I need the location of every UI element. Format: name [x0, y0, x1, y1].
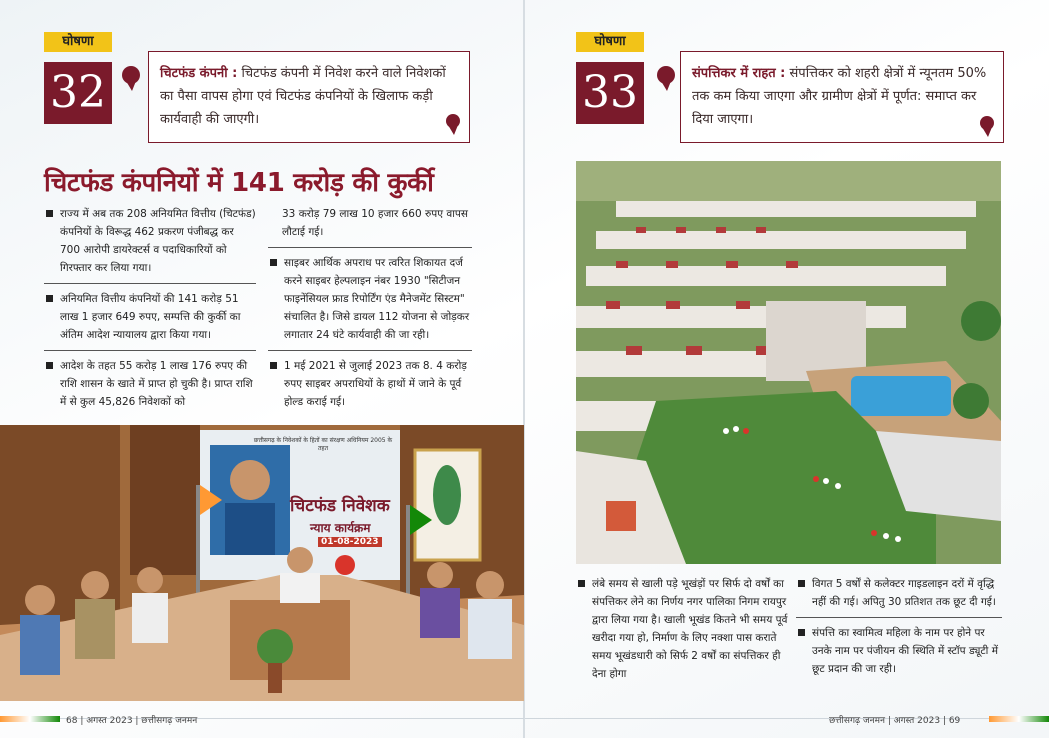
announcement-body: चिटफंड कंपनी में निवेश करने वाले निवेशकों का पैसा वापस होगा एवं चिटफंड कंपनियों के खिलाफ कड़ी कार्यवाही की जाएगी। [160, 66, 446, 127]
meeting-photo [0, 425, 524, 701]
list-item: अनियमित वित्तीय कंपनियों की 141 करोड़ 51 लाख 1 हजार 649 रुपए, सम्पत्ति की कुर्की का अंतिम आदेश न्यायालय द्वारा किया गया। [44, 290, 256, 351]
right-column-1 [576, 575, 788, 695]
announcement-title: चिटफंड कंपनी : [160, 66, 238, 81]
right-page [525, 0, 1049, 738]
list-item: विगत 5 वर्षों से कलेक्टर गाइडलाइन दरों में वृद्धि नहीं की गई। अपितु 30 प्रतिशत तक छूट दी गई। [796, 575, 1002, 618]
quote-open-icon [653, 66, 679, 92]
right-column-2 [796, 575, 1002, 690]
list-item-continued: 33 करोड़ 79 लाख 10 हजार 660 रुपए वापस लौटाई गई। [268, 205, 472, 248]
announcement-text [692, 62, 992, 131]
list-item: राज्य में अब तक 208 अनियमित वित्तीय (चिटफंड) कंपनियों के विरूद्ध 462 प्रकरण पंजीबद्ध कर 700 आरोपी डायरेक्टर्स व पदाधिकारियों को गिरफ्तार कर लिया गया। [44, 205, 256, 284]
bullet-icon [46, 362, 53, 369]
announcement-number: 32 [44, 62, 112, 124]
page-footer-text: छत्तीसगढ़ जनमन | अगस्त 2023 | 69 [829, 716, 961, 726]
announcement-tag: घोषणा [576, 32, 644, 52]
quote-close-icon [446, 114, 472, 140]
announcement-title: संपत्तिकर में राहत : [692, 66, 786, 81]
bullet-icon [798, 580, 805, 587]
banner-title: चिटफंड निवेशक [290, 496, 390, 516]
right-footer [525, 704, 1049, 734]
announcement-number: 33 [576, 62, 644, 124]
list-item: 1 मई 2021 से जुलाई 2023 तक 8. 4 करोड़ रुपए साइबर अपराधियों के हाथों में जाने के पूर्व होल्ड कराई गई। [268, 357, 472, 417]
meeting-illustration [0, 425, 524, 701]
announcement-text [160, 62, 460, 131]
flag-stripe [989, 716, 1049, 722]
bullet-icon [46, 210, 53, 217]
left-column-1 [44, 205, 256, 423]
headline: चिटफंड कंपनियों में 141 करोड़ की कुर्की [44, 168, 434, 198]
left-footer [0, 704, 524, 734]
footer-rule [525, 718, 1049, 719]
township-illustration [576, 161, 1001, 564]
list-item: आदेश के तहत 55 करोड़ 1 लाख 176 रुपए की राशि शासन के खाते में प्राप्त हो चुकी है। प्राप्त राशि में से कुल 45,826 निवेशकों को [44, 357, 256, 417]
announcement-body: संपत्तिकर को शहरी क्षेत्रों में न्यूनतम 50% तक कम किया जाएगा और ग्रामीण क्षेत्रों में पूर्णत: समाप्त कर दिया जाएगा। [692, 66, 987, 127]
left-column-2 [268, 205, 472, 423]
page-footer-text: 68 | अगस्त 2023 | छत्तीसगढ़ जनमन [66, 716, 198, 726]
announcement-tag: घोषणा [44, 32, 112, 52]
bullet-icon [270, 362, 277, 369]
quote-open-icon [118, 66, 144, 92]
flag-stripe [0, 716, 60, 722]
quote-close-icon [980, 116, 1006, 142]
list-item: संपत्ति का स्वामित्व महिला के नाम पर होने पर उनके नाम पर पंजीयन की स्थिति में स्टॉप ड्यूटी में छूट प्रदान की जा रही। [796, 624, 1002, 684]
list-item: साइबर आर्थिक अपराध पर त्वरित शिकायत दर्ज करने साइबर हेल्पलाइन नंबर 1930 "सिटीजन फाइनेंसियल फ्राड रिपोर्टिंग एंड मैनेजमेंट सिस्टम" संचालित है। जिसे डायल 112 योजना से जोड़कर लगातार 24 घंटे कार्यवाही की जा रही। [268, 254, 472, 351]
bullet-icon [270, 259, 277, 266]
township-aerial-photo [576, 161, 1001, 564]
bullet-icon [578, 580, 585, 587]
left-page [0, 0, 524, 738]
banner-date: 01-08-2023 [318, 537, 382, 547]
banner-subtitle: न्याय कार्यक्रम [310, 521, 371, 535]
bullet-icon [798, 629, 805, 636]
list-item: लंबे समय से खाली पड़े भूखंड़ों पर सिर्फ दो वर्षों का संपत्तिकर लेने का निर्णय नगर पालिका निगम रायपुर द्वारा लिया गया है। खाली भूखंड कितने भी समय पूर्व खरीदा गया हो, निर्माण के लिए नक्शा पास कराते समय भूखंडधारी को सिर्फ 2 वर्षों का संपत्तिकर ही देना होगा [576, 575, 788, 689]
bullet-icon [46, 295, 53, 302]
banner-small-text: छत्तीसगढ़ के निवेशकों के हितों का संरक्षण अधिनियम 2005 के तहत [253, 437, 393, 452]
